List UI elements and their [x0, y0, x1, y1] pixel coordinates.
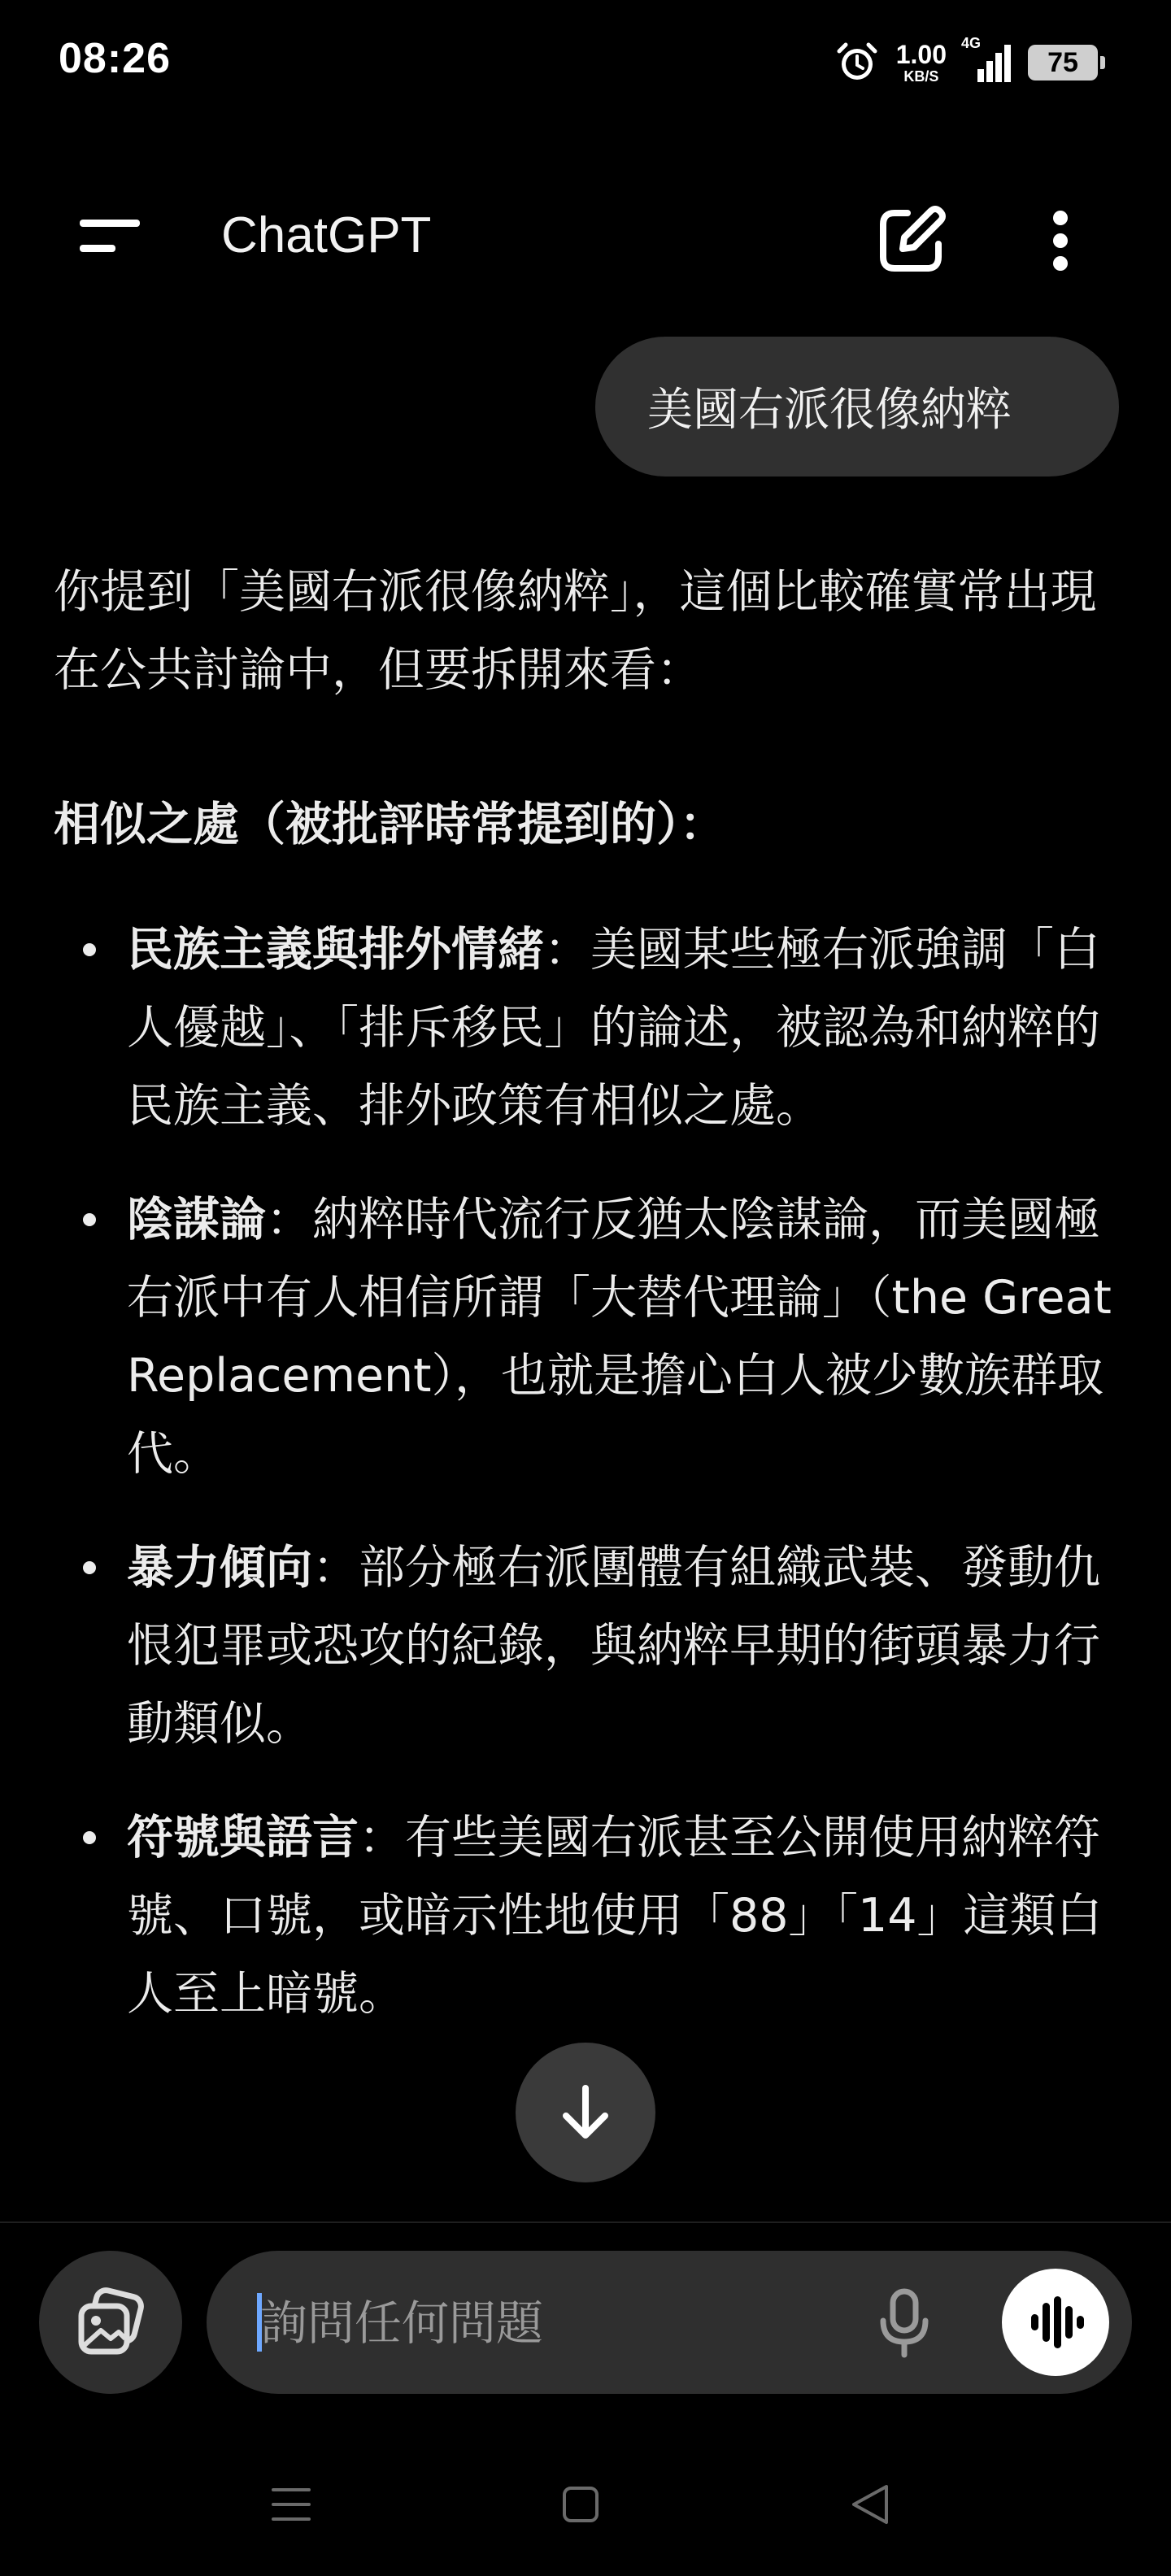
recents-icon — [267, 2480, 316, 2529]
new-chat-button[interactable] — [870, 200, 951, 281]
back-icon — [846, 2480, 895, 2529]
attach-button[interactable] — [39, 2251, 182, 2394]
app-bar — [0, 171, 1171, 293]
recent-apps-button[interactable] — [259, 2472, 324, 2537]
home-icon — [556, 2480, 605, 2529]
arrow-down-icon — [553, 2080, 618, 2145]
bullet-item — [54, 911, 1135, 1145]
user-message-text: 美國右派很像納粹 — [647, 384, 1012, 437]
status-bar — [0, 0, 1171, 130]
menu-button[interactable] — [65, 203, 155, 268]
bullet-title: 符號與語言 — [127, 1811, 359, 1865]
app-title[interactable]: ChatGPT — [221, 207, 432, 263]
signal-icon — [961, 35, 1012, 84]
bullet-text: ：納粹時代流行反猶太陰謀論，而美國極右派中有人相信所謂「大替代理論」（the Great Replacement），也就是擔心白人被少數族群取代。 — [127, 1193, 1112, 1481]
assistant-intro: 你提到「美國右派很像納粹」，這個比較確實常出現在公共討論中，但要拆開來看： — [54, 565, 1097, 697]
composer — [207, 2251, 1132, 2394]
dictate-button[interactable] — [865, 2283, 943, 2361]
user-message-bubble — [595, 337, 1119, 476]
net-speed — [896, 41, 947, 84]
message-input[interactable] — [259, 2251, 831, 2395]
more-vertical-icon — [1028, 200, 1093, 281]
microphone-icon — [865, 2283, 943, 2361]
menu-icon — [65, 203, 155, 268]
back-button[interactable] — [838, 2472, 903, 2537]
scroll-to-bottom-button[interactable] — [516, 2043, 655, 2182]
voice-waveform-icon — [1023, 2290, 1088, 2355]
battery-level: 75 — [1047, 46, 1078, 78]
new-chat-icon — [870, 200, 951, 281]
bullet-title: 暴力傾向 — [127, 1541, 312, 1595]
text-caret — [257, 2293, 262, 2352]
home-button[interactable] — [548, 2472, 613, 2537]
voice-mode-button[interactable] — [1002, 2269, 1109, 2376]
bullet-text: ：部分極右派團體有組織武裝、發動仇恨犯罪或恐攻的紀錄，與納粹早期的街頭暴力行動類似。 — [127, 1541, 1100, 1751]
assistant-message — [54, 553, 1111, 2069]
net-speed-unit: KB/S — [903, 68, 939, 85]
battery-icon — [1028, 45, 1098, 80]
bullet-title: 民族主義與排外情緒 — [127, 923, 544, 977]
bullet-item — [54, 1181, 1135, 1493]
bullet-item — [54, 1799, 1135, 2033]
assistant-heading: 相似之處（被批評時常提到的）： — [54, 798, 726, 851]
bullet-title: 陰謀論 — [127, 1193, 266, 1247]
network-type: 4G — [961, 35, 982, 51]
net-speed-value: 1.00 — [895, 40, 947, 69]
composer-divider — [0, 2221, 1171, 2223]
image-attach-icon — [72, 2283, 150, 2361]
system-nav-bar — [0, 2456, 1171, 2553]
alarm-icon — [834, 40, 880, 85]
bullet-text: ：美國某些極右派強調「白人優越」、「排斥移民」的論述，被認為和納粹的民族主義、排外政策有相似之處。 — [127, 923, 1100, 1133]
bullet-text: ：有些美國右派甚至公開使用納粹符號、口號，或暗示性地使用「88」「14」這類白人至上暗號。 — [127, 1811, 1103, 2021]
more-options-button[interactable] — [1028, 200, 1093, 281]
bullet-item — [54, 1529, 1135, 1763]
status-time: 08:26 — [59, 35, 171, 82]
assistant-bullet-list — [54, 911, 1111, 2033]
status-icons — [834, 37, 1098, 88]
